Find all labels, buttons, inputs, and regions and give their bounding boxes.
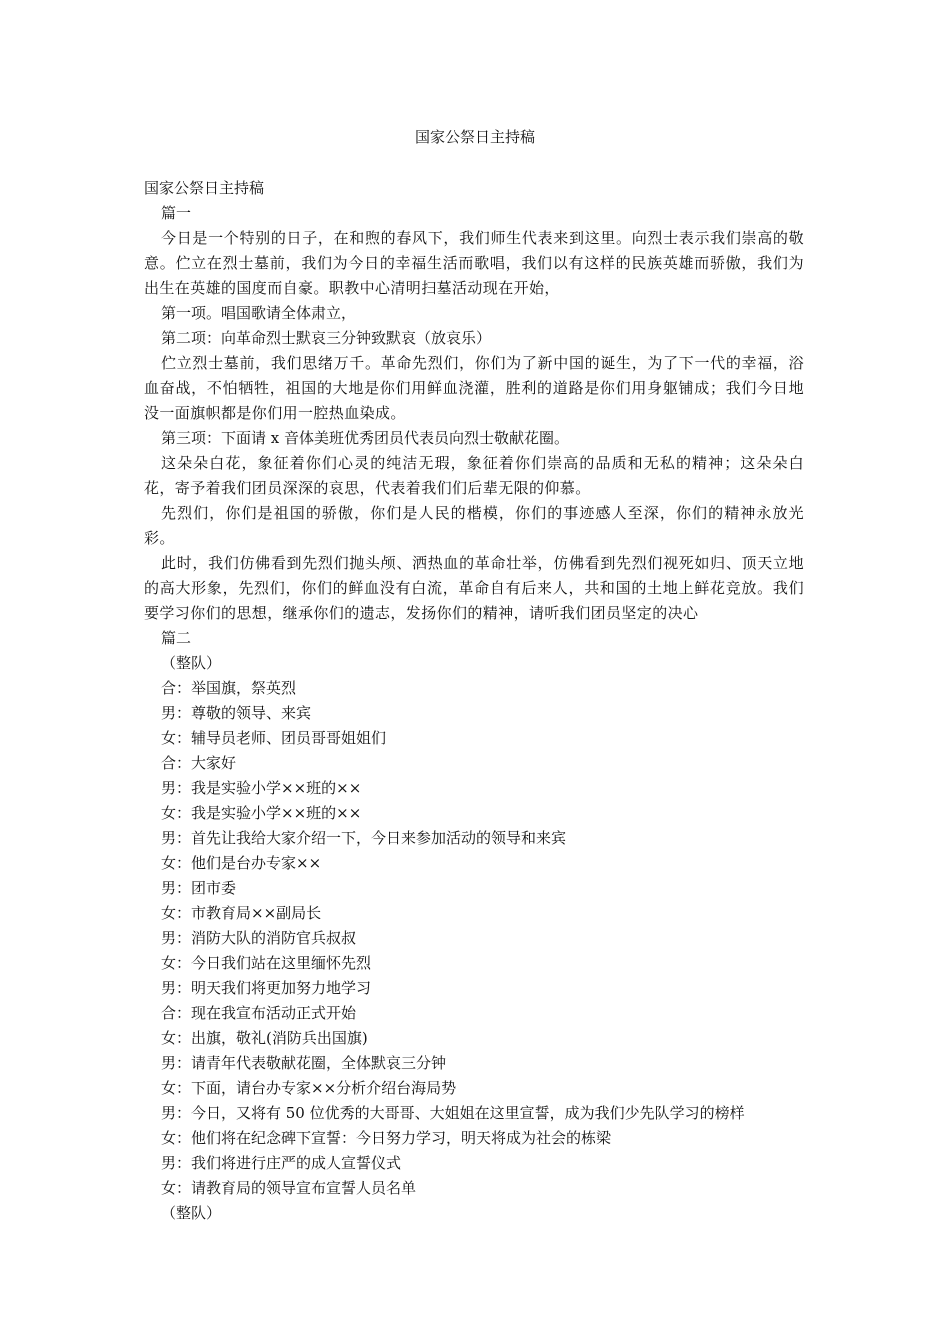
dialogue-line: 女：下面，请台办专家××分析介绍台海局势 [161, 1079, 457, 1097]
document-title: 国家公祭日主持稿 [414, 128, 535, 146]
dialogue-line: 男：团市委 [161, 879, 237, 897]
section-label-part1: 篇一 [161, 204, 192, 222]
ceremony-item-3: 第三项：下面请 x 音体美班优秀团员代表员向烈士敬献花圈。 [161, 429, 569, 447]
dialogue-line: 女：出旗，敬礼(消防兵出国旗) [161, 1029, 368, 1047]
dialogue-line: 男：我是实验小学××班的×× [161, 779, 362, 797]
dialogue-line: 男：明天我们将更加努力地学习 [161, 979, 372, 997]
dialogue-line: （整队） [161, 1204, 222, 1222]
section-label-part2: 篇二 [161, 629, 192, 647]
dialogue-line: 男：今日，又将有 50 位优秀的大哥哥、大姐姐在这里宣誓，成为我们少先队学习的榜样 [161, 1104, 745, 1122]
dialogue-list [144, 651, 804, 1226]
intro-paragraph: 今日是一个特别的日子，在和煦的春风下，我们师生代表来到这里。向烈士表示我们崇高的敬意。伫立在烈士墓前，我们为今日的幸福生活而歌唱，我们以有这样的民族英雄而骄傲，我们为出生在英雄的国度而自豪。职教中心清明扫墓活动现在开始， [144, 229, 804, 297]
dialogue-line: 女：我是实验小学××班的×× [161, 804, 362, 822]
dialogue-line: 男：我们将进行庄严的成人宣誓仪式 [161, 1154, 402, 1172]
dialogue-line: （整队） [161, 654, 222, 672]
dialogue-line: 女：请教育局的领导宣布宣誓人员名单 [161, 1179, 417, 1197]
document-heading: 国家公祭日主持稿 [144, 179, 265, 197]
ceremony-item-1: 第一项。唱国歌请全体肃立， [161, 304, 357, 322]
dialogue-line: 合：举国旗，祭英烈 [161, 679, 297, 697]
document-body [144, 176, 804, 1226]
pride-paragraph: 先烈们，你们是祖国的骄傲，你们是人民的楷模，你们的事迹感人至深，你们的精神永放光彩。 [144, 504, 804, 547]
dialogue-line: 男：请青年代表敬献花圈，全体默哀三分钟 [161, 1054, 447, 1072]
oath-paragraph: 此时，我们仿佛看到先烈们抛头颅、洒热血的革命壮举，仿佛看到先烈们视死如归、顶天立地的高大形象，先烈们，你们的鲜血没有白流，革命自有后来人，共和国的土地上鲜花竞放。我们要学习你们的思想，继承你们的遗志，发扬你们的精神，请听我们团员坚定的决心 [144, 554, 804, 622]
ceremony-item-2: 第二项：向革命烈士默哀三分钟致默哀（放哀乐） [161, 329, 492, 347]
dialogue-line: 合：现在我宣布活动正式开始 [161, 1004, 357, 1022]
dialogue-line: 合：大家好 [161, 754, 237, 772]
dialogue-line: 女：辅导员老师、团员哥哥姐姐们 [161, 729, 387, 747]
dialogue-line: 女：市教育局××副局长 [161, 904, 322, 922]
flowers-paragraph: 这朵朵白花，象征着你们心灵的纯洁无瑕，象征着你们崇高的品质和无私的精神；这朵朵白花，寄予着我们团员深深的哀思，代表着我们们后辈无限的仰慕。 [144, 454, 804, 497]
dialogue-line: 女：他们将在纪念碑下宣誓：今日努力学习，明天将成为社会的栋梁 [161, 1129, 612, 1147]
dialogue-line: 男：尊敬的领导、来宾 [161, 704, 312, 722]
dialogue-line: 男：消防大队的消防官兵叔叔 [161, 929, 357, 947]
silence-paragraph: 伫立烈士墓前，我们思绪万千。革命先烈们，你们为了新中国的诞生，为了下一代的幸福，浴血奋战，不怕牺牲，祖国的大地是你们用鲜血浇灌，胜利的道路是你们用身躯铺成；我们今日地没一面旗帜都是你们用一腔热血染成。 [144, 354, 804, 422]
dialogue-line: 女：今日我们站在这里缅怀先烈 [161, 954, 372, 972]
dialogue-line: 男：首先让我给大家介绍一下，今日来参加活动的领导和来宾 [161, 829, 567, 847]
dialogue-line: 女：他们是台办专家×× [161, 854, 322, 872]
